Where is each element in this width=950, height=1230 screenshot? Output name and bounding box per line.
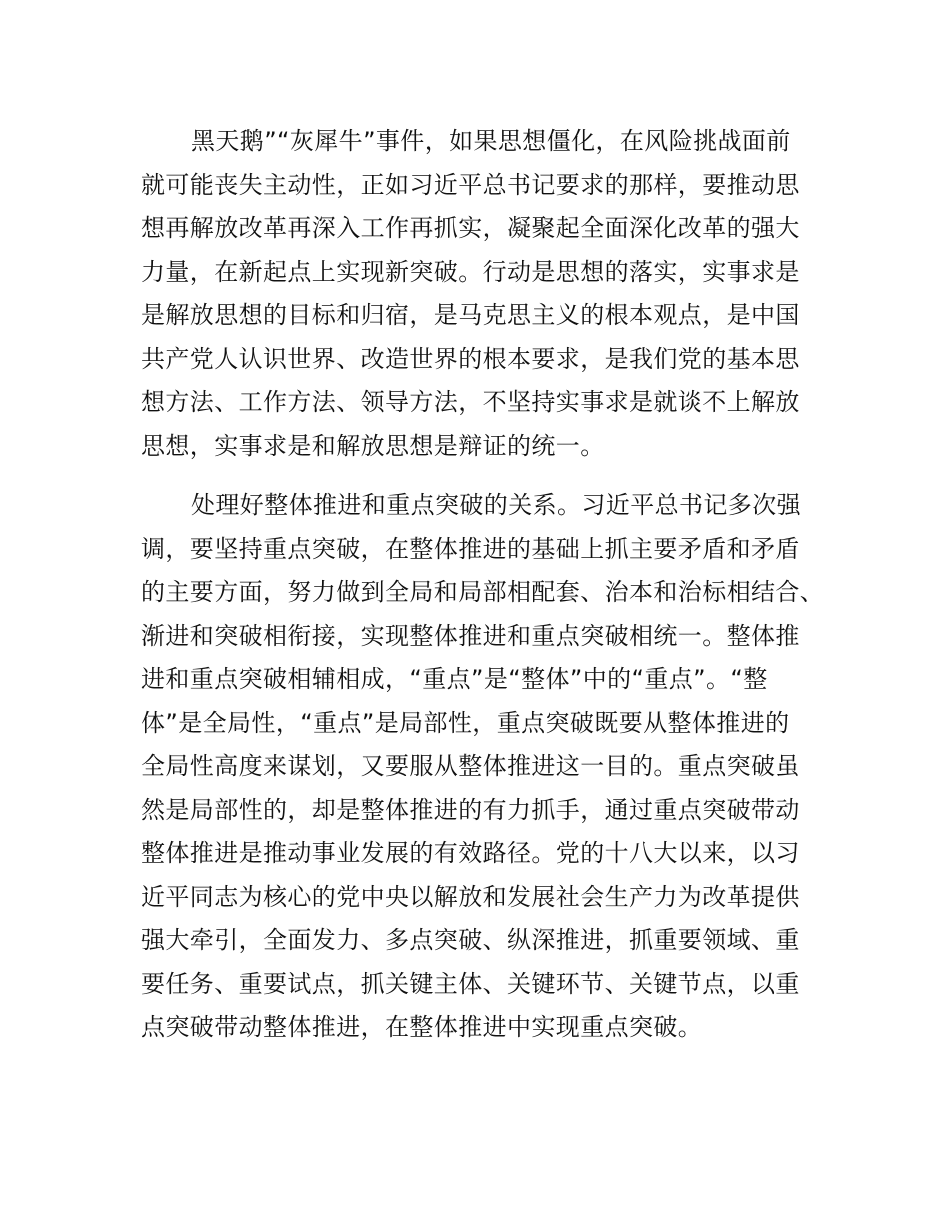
text-line: 进和重点突破相辅相成，“重点”是“整体”中的“重点”。“整 — [141, 665, 768, 693]
text-line: 想方法、工作方法、领导方法，不坚持实事求是就谈不上解放 — [141, 388, 800, 416]
text-line: 想再解放改革再深入工作再抓实，凝聚起全面深化改革的强大 — [141, 214, 800, 242]
text-line: 要任务、重要试点，抓关键主体、关键环节、关键节点，以重 — [141, 969, 800, 998]
text-line: 然是局部性的，却是整体推进的有力抓手，通过重点突破带动 — [141, 795, 800, 824]
text-line: 共产党人认识世界、改造世界的根本要求，是我们党的基本思 — [141, 344, 800, 373]
text-line: 是解放思想的目标和归宿，是马克思主义的根本观点，是中国 — [141, 301, 800, 329]
text-line: 点突破带动整体推进，在整体推进中实现重点突破。 — [141, 1013, 703, 1041]
text-line: 近平同志为核心的党中央以解放和发展社会生产力为改革提供 — [141, 882, 800, 911]
text-line: 强大牵引，全面发力、多点突破、纵深推进，抓重要领域、重 — [141, 926, 800, 954]
text-line: 体”是全局性，“重点”是局部性，重点突破既要从整体推进的 — [141, 708, 790, 737]
text-line: 思想，实事求是和解放思想是辩证的统一。 — [141, 431, 605, 460]
document-body — [141, 120, 825, 1050]
text-line: 力量，在新起点上实现新突破。行动是思想的落实，实事求是 — [141, 257, 800, 286]
paragraph-1 — [141, 120, 821, 468]
text-line: 处理好整体推进和重点突破的关系。习近平总书记多次强 — [191, 491, 801, 519]
text-line: 整体推进是推动事业发展的有效路径。党的十八大以来，以习 — [141, 839, 800, 867]
paragraph-2 — [141, 484, 825, 1050]
text-line: 渐进和突破相衔接，实现整体推进和重点突破相统一。整体推 — [141, 621, 800, 650]
text-line: 全局性高度来谋划，又要服从整体推进这一目的。重点突破虽 — [141, 752, 800, 780]
text-line: 调，要坚持重点突破，在整体推进的基础上抓主要矛盾和矛盾 — [141, 534, 800, 563]
text-line: 就可能丧失主动性，正如习近平总书记要求的那样，要推动思 — [141, 170, 800, 199]
text-line: 黑天鹅”“灰犀牛”事件，如果思想僵化，在风险挑战面前 — [191, 127, 791, 155]
text-line: 的主要方面，努力做到全局和局部相配套、治本和治标相结合、 — [141, 578, 825, 606]
